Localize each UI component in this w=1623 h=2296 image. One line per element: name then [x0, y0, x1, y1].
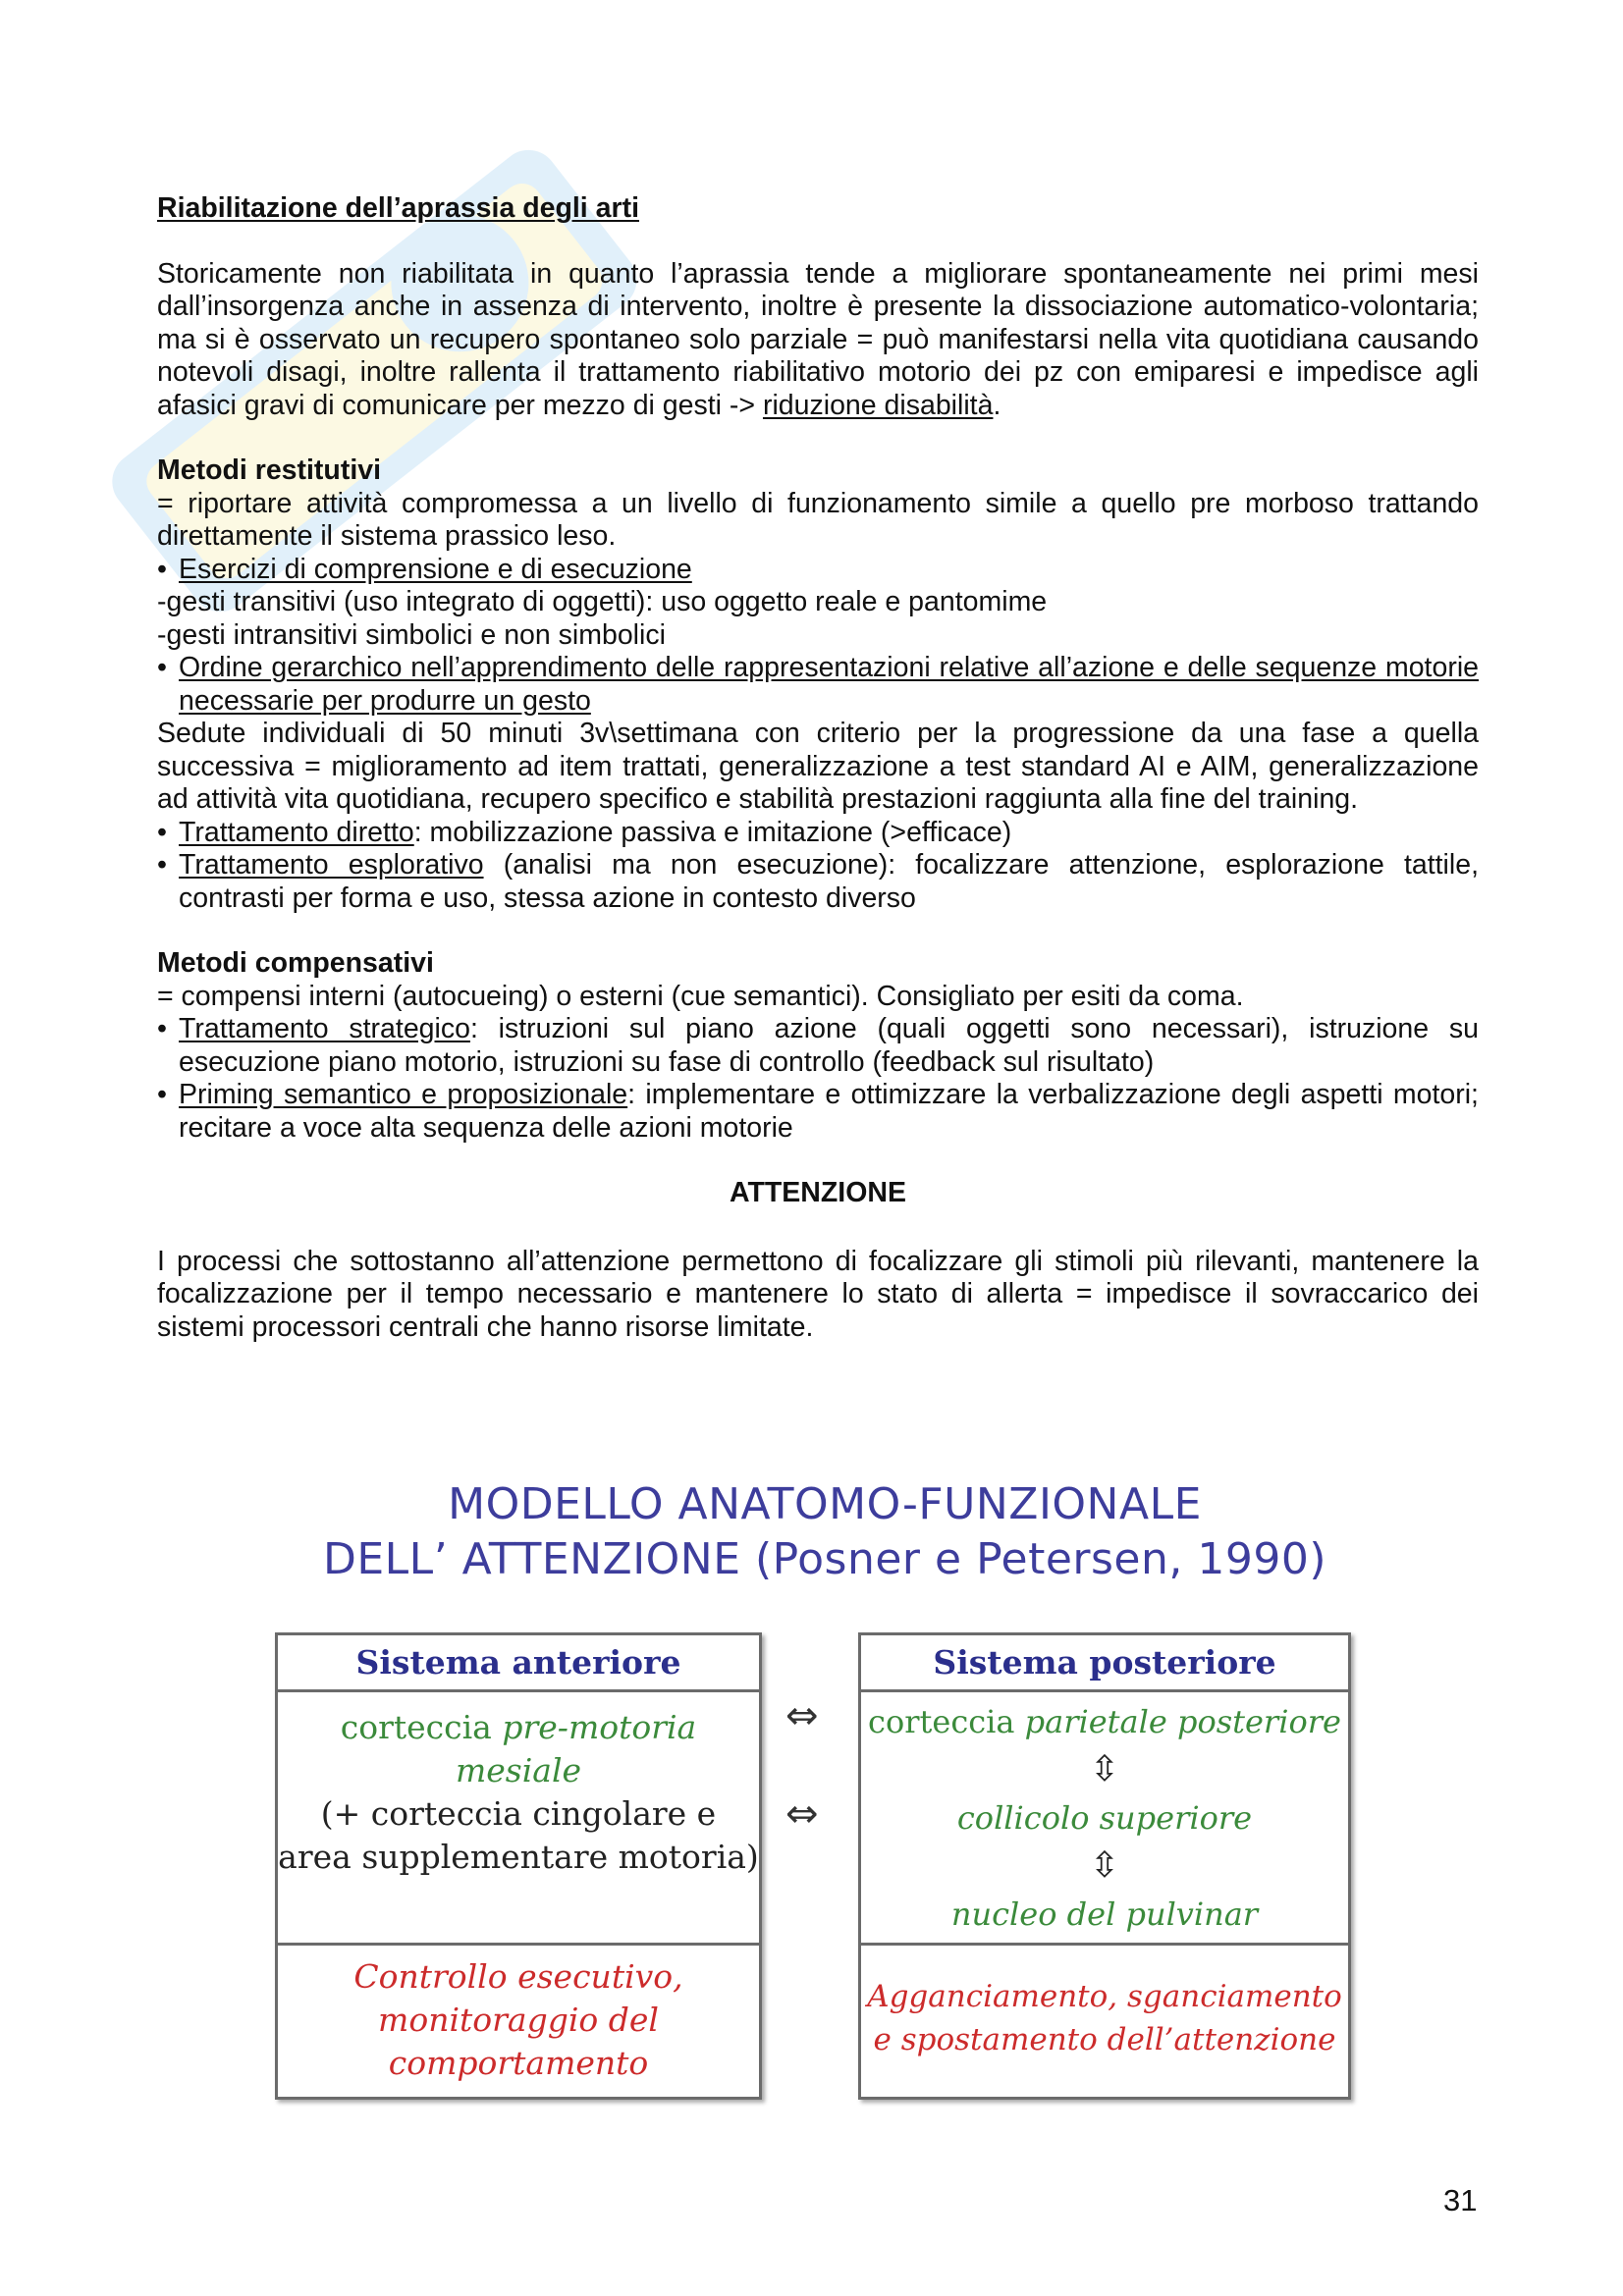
intro-paragraph: Storicamente non riabilitata in quanto l’aprassia tende a migliorare spontaneamente nei primi mesi dall’insorgenza anche in assenza di intervento, inoltre è presente la dissociazione automatico-volontaria; ma si è osservato un recupero spontaneo solo parziale = può manifestarsi nella vita quotidiana causando notevoli disagi, inoltre rallenta il trattamento riabilitativo motorio dei pz con emiparesi e impedisce agli afasici gravi di comunicare per mezzo di gesti -> riduzione disabilità.	[157, 257, 1479, 421]
text-line: -gesti intransitivi simbolici e non simbolici	[157, 618, 666, 651]
compensativi-title: Metodi compensativi	[157, 947, 434, 979]
posterior-function-line2: e spostamento dell’attenzione	[873, 2022, 1336, 2057]
anterior-system-box	[275, 1632, 762, 2100]
vertical-arrow-icon: ⇳	[1089, 1845, 1120, 1886]
posterior-system-heading: Sistema posteriore	[861, 1635, 1348, 1692]
vertical-arrow-icon: ⇳	[1089, 1749, 1120, 1789]
posterior-line2: collicolo superiore	[956, 1799, 1253, 1837]
list-item: • Trattamento esplorativo (analisi ma non esecuzione): focalizzare attenzione, esplorazione tattile, contrasti per forma e uso, stessa azione in contesto diverso	[157, 849, 1479, 914]
anterior-function-line3: comportamento	[388, 2044, 649, 2082]
section-heading: Riabilitazione dell’aprassia degli arti	[157, 192, 639, 224]
list-item: • Trattamento strategico: istruzioni sul piano azione (quali oggetti sono necessari), istruzione su esecuzione piano motorio, istruzioni su fase di controllo (feedback sul risultato)	[157, 1013, 1479, 1078]
attenzione-desc: I processi che sottostanno all’attenzione permettono di focalizzare gli stimoli più rilevanti, mantenere la focalizzazione per il tempo necessario e mantenere lo stato di allerta = impedisce il sovraccarico dei sistemi processori centrali che hanno risorse limitate.	[157, 1245, 1479, 1343]
text-line: -gesti transitivi (uso integrato di oggetti): uso oggetto reale e pantomime	[157, 586, 1048, 617]
double-arrow-icon: ⇔	[785, 1791, 819, 1837]
anterior-function-line1: Controllo esecutivo,	[353, 1957, 683, 1996]
page-number: 31	[1443, 2183, 1478, 2217]
attenzione-title: ATTENZIONE	[730, 1177, 906, 1208]
list-item: • Priming semantico e proposizionale: implementare e ottimizzare la verbalizzazione degli aspetti motori; recitare a voce alta sequenza delle azioni motorie	[157, 1079, 1479, 1144]
posterior-line1: corteccia parietale posteriore	[868, 1703, 1341, 1740]
figure-title-line1: MODELLO ANATOMO-FUNZIONALE	[448, 1479, 1202, 1529]
list-item: • Esercizi di comprensione e di esecuzione	[157, 553, 692, 585]
list-item: • Trattamento diretto: mobilizzazione passiva e imitazione (>efficace)	[157, 816, 1012, 848]
sedute-paragraph: Sedute individuali di 50 minuti 3v\settimana con criterio per la progressione da una fase a quella successiva = miglioramento ad item trattati, generalizzazione a test standard AI e AIM, generalizzazione ad attività vita quotidiana, recupero specifico e stabilità prestazioni raggiunta alla fine del training.	[157, 718, 1479, 815]
anterior-line2: (+ corteccia cingolare e	[320, 1794, 717, 1833]
compensativi-desc: = compensi interni (autocueing) o esterni (cue semantici). Consigliato per esiti da coma.	[157, 980, 1244, 1012]
anterior-line1: corteccia pre-motoria mesiale	[340, 1708, 697, 1789]
figure-title-line2: DELL’ ATTENZIONE (Posner e Petersen, 1990)	[322, 1534, 1327, 1584]
anterior-system-heading: Sistema anteriore	[278, 1635, 759, 1692]
list-item: • Ordine gerarchico nell’apprendimento delle rappresentazioni relative all’azione e delle sequenze motorie necessarie per produrre un gesto	[157, 652, 1479, 717]
restitutivi-desc: = riportare attività compromessa a un livello di funzionamento simile a quello pre morboso trattando direttamente il sistema prassico leso.	[157, 487, 1479, 552]
document-body	[157, 192, 1479, 1344]
anterior-function-line2: monitoraggio del	[378, 2001, 659, 2039]
double-arrow-icon: ⇔	[785, 1693, 819, 1738]
anterior-line3: area supplementare motoria)	[278, 1838, 759, 1876]
posterior-line3: nucleo del pulvinar	[950, 1896, 1259, 1933]
attention-model-figure	[265, 1477, 1384, 2106]
posterior-system-box	[858, 1632, 1351, 2100]
restitutivi-title: Metodi restitutivi	[157, 454, 382, 486]
posterior-function-line1: Agganciamento, sganciamento	[867, 1979, 1342, 2014]
